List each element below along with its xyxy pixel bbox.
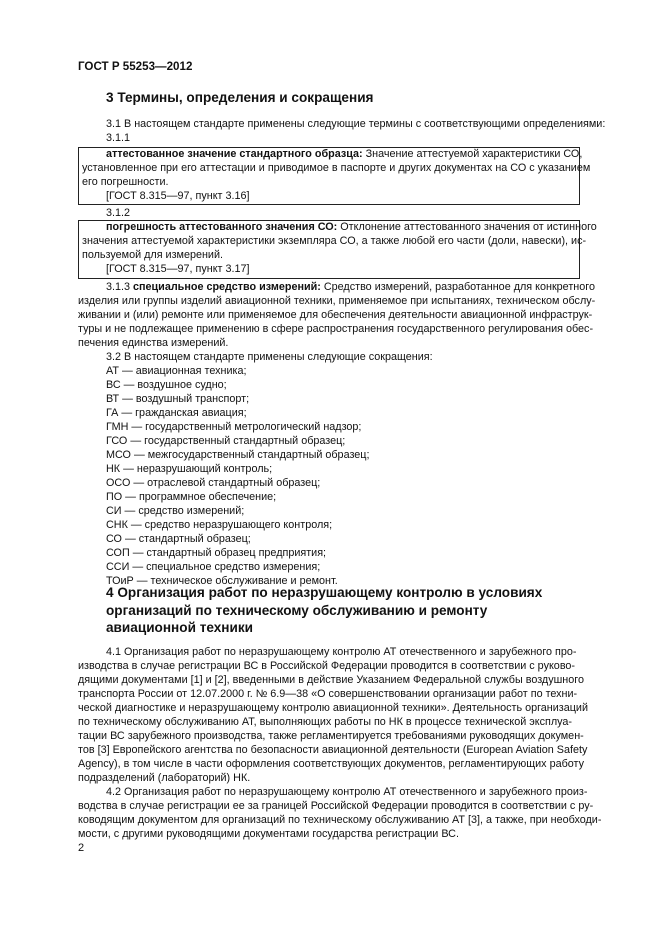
paragraph-4-1-line: транспорта России от 12.07.2000 г. № 6.9—38 «О совершенствовании организации работ по техни- — [78, 688, 578, 700]
abbreviation-item: СО — стандартный образец; — [106, 533, 251, 545]
paragraph-4-1-line: дящими документами [1] и [2], введенными в действие Указанием Федеральной службы воздушного — [78, 674, 584, 686]
term-1-def-line: его погрешности. — [82, 176, 169, 188]
abbreviation-item: ВТ — воздушный транспорт; — [106, 393, 250, 405]
term-1 — [106, 148, 582, 160]
term-1-def-line: установленное при его аттестации и приводимое в паспорте и других документах на СО с указанием — [82, 162, 591, 174]
term-2 — [106, 221, 597, 233]
section-3-title: 3 Термины, определения и сокращения — [106, 90, 374, 105]
term-3-def-line: туры и не подлежащее применению в сфере распространения государственного регулирования обес- — [78, 323, 594, 335]
terms-intro: 3.1 В настоящем стандарте применены следующие термины с соответствующими определениями: — [106, 118, 606, 130]
abbreviation-item: ВС — воздушное судно; — [106, 379, 227, 391]
term-number-1: 3.1.1 — [106, 132, 131, 144]
paragraph-4-1-line: тов [3] Европейского агентства по безопасности авиационной деятельности (European Aviation Safety — [78, 744, 588, 756]
abbreviation-item: ГА — гражданская авиация; — [106, 407, 247, 419]
term-3-def-line: живании и (или) ремонте или применяемое для обеспечения деятельности авиационной инфраструк- — [78, 309, 593, 321]
paragraph-4-1-line: тации ВС зарубежного производства, также регламентируется требованиями руководящих докумен- — [78, 730, 584, 742]
paragraph-4-2-line: ководящим документом для организаций по техническому обслуживанию АТ [3], а также, при необходи- — [78, 814, 602, 826]
paragraph-4-1-line: по техническому обслуживанию АТ, выполняющих работы по НК в процессе технической эксплуа- — [78, 716, 573, 728]
abbreviation-item: ГСО — государственный стандартный образец; — [106, 435, 346, 447]
page-number: 2 — [78, 842, 85, 854]
paragraph-4-1-line: 4.1 Организация работ по неразрушающему контролю АТ отечественного и зарубежного про- — [106, 646, 577, 658]
term-3-name: специальное средство измерений: — [133, 281, 321, 293]
abbreviation-item: СОП — стандартный образец предприятия; — [106, 547, 327, 559]
paragraph-4-1-line: подразделений (лабораторий) НК. — [78, 772, 251, 784]
abbreviation-item: ПО — программное обеспечение; — [106, 491, 277, 503]
term-2-def: Отклонение аттестованного значения от истинного — [337, 221, 597, 233]
term-2-def-line: значения аттестуемой характеристики экземпляра СО, а также любой его части (доли, навески), ис- — [82, 235, 587, 247]
term-1-reference: [ГОСТ 8.315—97, пункт 3.16] — [106, 190, 250, 202]
term-3-def-line: печения единства измерений. — [78, 337, 229, 349]
abbreviation-item: СИ — средство измерений; — [106, 505, 245, 517]
paragraph-4-1-line: ческой диагностике и неразрушающему контролю авиационной техники». Деятельность организаций — [78, 702, 588, 714]
term-1-name: аттестованное значение стандартного образца: — [106, 148, 363, 160]
paragraph-4-1-line: Agency), в том числе в части оформления соответствующих документов, регламентирующих работу — [78, 758, 585, 770]
term-number-2: 3.1.2 — [106, 207, 131, 219]
paragraph-4-2-line: водства в случае регистрации ее за границей Российской Федерации проводится в соответствии с ру- — [78, 800, 594, 812]
term-3-def-line: изделия или группы изделий авиационной техники, применяемое при испытаниях, техническом обслу- — [78, 295, 596, 307]
abbreviation-item: ОСО — отраслевой стандартный образец; — [106, 477, 321, 489]
term-3-def: Средство измерений, разработанное для конкретного — [320, 281, 595, 293]
section-4-title: 4 Организация работ по неразрушающему контролю в условиях организаций по техническому обслуживанию и ремонту авиационной техники — [106, 585, 543, 635]
abbreviation-item: СНК — средство неразрушающего контроля; — [106, 519, 333, 531]
abbreviations-intro: 3.2 В настоящем стандарте применены следующие сокращения: — [106, 351, 433, 363]
term-2-reference: [ГОСТ 8.315—97, пункт 3.17] — [106, 263, 250, 275]
term-2-name: погрешность аттестованного значения СО: — [106, 221, 338, 233]
term-3 — [106, 281, 595, 293]
term-1-def: Значение аттестуемой характеристики СО, — [362, 148, 583, 160]
abbreviation-item: ТОиР — техническое обслуживание и ремонт. — [106, 575, 338, 587]
abbreviation-item: НК — неразрушающий контроль; — [106, 463, 273, 475]
abbreviation-item: ССИ — специальное средство измерения; — [106, 561, 321, 573]
paragraph-4-2-line: 4.2 Организация работ по неразрушающему контролю АТ отечественного и зарубежного произ- — [106, 786, 588, 798]
paragraph-4-2-line: мости, с другими руководящими документами государства регистрации ВС. — [78, 828, 459, 840]
paragraph-4-1-line: изводства в случае регистрации ВС в Российской Федерации проводится в соответствии с руково- — [78, 660, 576, 672]
abbreviation-item: МСО — межгосударственный стандартный образец; — [106, 449, 370, 461]
term-2-def-line: пользуемой для измерений. — [82, 249, 223, 261]
document-header: ГОСТ Р 55253—2012 — [78, 60, 193, 73]
abbreviation-item: ГМН — государственный метрологический надзор; — [106, 421, 362, 433]
abbreviation-item: АТ — авиационная техника; — [106, 365, 247, 377]
term-number-3: 3.1.3 — [106, 281, 131, 293]
